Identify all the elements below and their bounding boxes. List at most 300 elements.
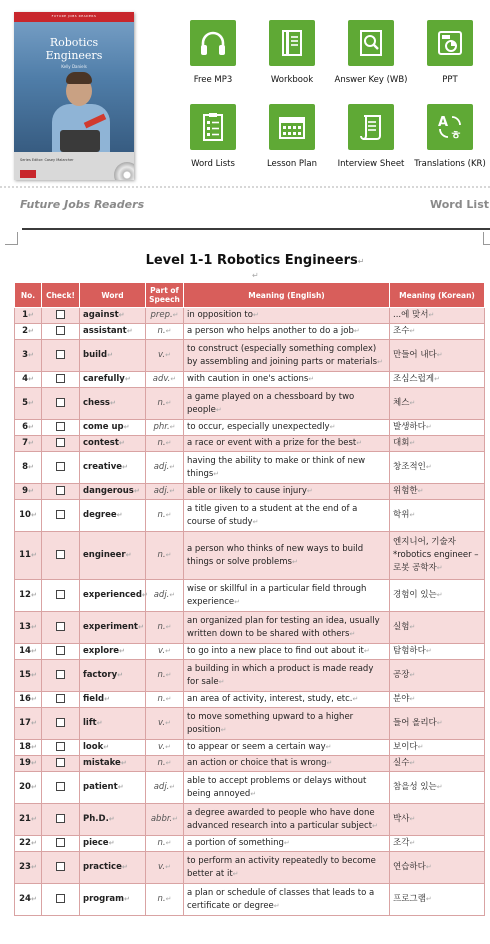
check-checkbox[interactable] [56, 462, 65, 471]
meaning-korean [390, 708, 485, 740]
word-term-text: practice [83, 862, 122, 872]
paragraph-mark: ↵ [172, 815, 179, 823]
paragraph-mark: ↵ [425, 895, 432, 903]
check-cell [42, 324, 80, 340]
word-number [15, 436, 42, 452]
part-of-speech [146, 532, 184, 580]
word-term-text: piece [83, 838, 109, 848]
svg-text:A: A [438, 115, 449, 130]
cover-series-label: FUTURE JOBS READERS [51, 14, 97, 18]
calendar-icon [269, 104, 315, 150]
column-header-no: No. [15, 283, 42, 308]
book-cover[interactable] [14, 12, 134, 180]
word-list-table [14, 282, 485, 916]
word-term-text: experiment [83, 622, 138, 632]
paragraph-mark: ↵ [30, 743, 37, 751]
table-row [15, 772, 485, 804]
table-header-row [15, 283, 485, 308]
paragraph-mark: ↵ [133, 487, 140, 495]
paragraph-mark: ↵ [417, 487, 424, 495]
word-term [80, 708, 146, 740]
scroll-icon [348, 104, 394, 150]
table-row [15, 708, 485, 740]
paragraph-mark: ↵ [118, 311, 125, 319]
part-of-speech [146, 756, 184, 772]
resource-label: Translations (KR) [414, 159, 486, 169]
check-checkbox[interactable] [56, 758, 65, 767]
paragraph-mark: ↵ [165, 623, 172, 631]
meaning-korean [390, 660, 485, 692]
checklist-icon [190, 104, 236, 150]
meaning-english-text: able to accept problems or delays without being annoyed [187, 775, 367, 799]
paragraph-mark: ↵ [250, 789, 257, 798]
paragraph-mark: ↵ [117, 783, 124, 791]
table-row [15, 388, 485, 420]
resource-lesson-plan[interactable] [247, 104, 337, 169]
part-of-speech-text: abbr. [150, 814, 173, 824]
check-cell [42, 692, 80, 708]
check-checkbox[interactable] [56, 646, 65, 655]
part-of-speech-text: n. [157, 758, 166, 768]
meaning-korean-text: ...에 맞서 [393, 310, 429, 320]
meaning-korean-text: 박사 [393, 814, 410, 824]
check-checkbox[interactable] [56, 374, 65, 383]
resource-translations[interactable] [405, 104, 490, 169]
table-row [15, 500, 485, 532]
paragraph-mark: ↵ [425, 463, 432, 471]
paragraph-mark: ↵ [220, 725, 227, 734]
word-number-text: 13 [19, 622, 31, 632]
paragraph-mark: ↵ [232, 869, 239, 878]
word-number-text: 6 [22, 422, 29, 432]
paragraph-mark: ↵ [436, 719, 443, 727]
word-term [80, 580, 146, 612]
resource-label: Workbook [270, 75, 314, 85]
check-checkbox[interactable] [56, 550, 65, 559]
paragraph-mark: ↵ [409, 511, 416, 519]
meaning-english-text: wise or skillful in a particular field through experience [187, 583, 367, 607]
check-cell [42, 420, 80, 436]
check-cell [42, 708, 80, 740]
word-number-text: 20 [19, 782, 31, 792]
table-row [15, 532, 485, 580]
column-header-meaning-en: Meaning (English) [184, 283, 390, 308]
part-of-speech [146, 484, 184, 500]
check-checkbox[interactable] [56, 782, 65, 791]
meaning-english-text: to go into a new place to find out about it [187, 646, 364, 656]
check-cell [42, 756, 80, 772]
word-number [15, 772, 42, 804]
word-number [15, 532, 42, 580]
meaning-korean [390, 420, 485, 436]
check-checkbox[interactable] [56, 694, 65, 703]
check-cell [42, 500, 80, 532]
part-of-speech-text: v. [158, 646, 166, 656]
meaning-korean [390, 308, 485, 324]
word-list-title-text: Level 1-1 Robotics Engineers [145, 253, 358, 268]
word-term-text: build [83, 350, 108, 360]
paragraph-mark: ↵ [325, 743, 332, 751]
word-number [15, 852, 42, 884]
part-of-speech [146, 308, 184, 324]
paragraph-mark: ↵ [417, 743, 424, 751]
table-row [15, 836, 485, 852]
paragraph-mark: ↵ [165, 351, 171, 359]
word-number [15, 692, 42, 708]
meaning-korean-text: 경험이 있는 [393, 590, 437, 600]
check-cell [42, 340, 80, 372]
paragraph-mark: ↵ [28, 423, 34, 431]
resource-label: Lesson Plan [266, 159, 318, 169]
paragraph-mark: ↵ [436, 783, 443, 791]
meaning-english-text: able or likely to cause injury [187, 486, 307, 496]
presentation-icon [427, 20, 473, 66]
word-term-text: mistake [83, 758, 121, 768]
part-of-speech-text: adj. [153, 590, 170, 600]
table-row [15, 484, 485, 500]
word-term-text: carefully [83, 374, 125, 384]
paragraph-mark: ↵ [30, 783, 37, 791]
word-term [80, 420, 146, 436]
table-row [15, 612, 485, 644]
meaning-english-text: a building in which a product is made ready for sale [187, 663, 374, 687]
meaning-korean-text: 조각 [393, 838, 410, 848]
meaning-korean [390, 852, 485, 884]
meaning-english-text: a race or event with a prize for the best [187, 438, 357, 448]
table-row [15, 340, 485, 372]
check-cell [42, 436, 80, 452]
part-of-speech-text: n. [157, 510, 166, 520]
paragraph-mark: ↵ [165, 743, 171, 751]
word-term [80, 772, 146, 804]
page-top-rule [22, 228, 490, 230]
meaning-english [184, 420, 390, 436]
svg-text:ㅎ: ㅎ [450, 128, 462, 142]
check-cell [42, 660, 80, 692]
paragraph-mark: ↵ [372, 821, 378, 830]
paragraph-mark: ↵ [165, 647, 171, 655]
resource-header [0, 0, 490, 186]
table-row [15, 436, 485, 452]
paragraph-mark: ↵ [428, 311, 435, 319]
paragraph-mark: ↵ [215, 405, 222, 414]
check-cell [42, 388, 80, 420]
paragraph-mark: ↵ [165, 439, 172, 447]
paragraph-mark: ↵ [126, 327, 133, 335]
meaning-korean [390, 756, 485, 772]
meaning-korean-text: 실험 [393, 622, 410, 632]
word-number-text: 12 [19, 590, 31, 600]
paragraph-mark: ↵ [30, 695, 37, 703]
paragraph-mark: ↵ [352, 695, 359, 703]
resource-interview-sheet[interactable] [326, 104, 416, 169]
check-checkbox[interactable] [56, 350, 65, 359]
paragraph-mark: ↵ [30, 671, 37, 679]
table-row [15, 452, 485, 484]
word-number-text: 16 [19, 694, 31, 704]
meaning-korean-text: 공장 [393, 670, 410, 680]
paragraph-mark: ↵ [169, 487, 176, 495]
meaning-english [184, 884, 390, 916]
meaning-korean [390, 500, 485, 532]
part-of-speech [146, 420, 184, 436]
meaning-english [184, 708, 390, 740]
meaning-english-text: having the ability to make or think of new things [187, 455, 366, 479]
table-row [15, 852, 485, 884]
paragraph-mark: ↵ [326, 759, 333, 767]
paragraph-mark: ↵ [434, 375, 440, 383]
paragraph-mark: ↵ [349, 629, 356, 638]
paragraph-mark: ↵ [30, 863, 37, 871]
paragraph-mark: ↵ [363, 647, 370, 655]
word-term [80, 804, 146, 836]
paragraph-mark: ↵ [165, 895, 172, 903]
part-of-speech [146, 500, 184, 532]
check-checkbox[interactable] [56, 670, 65, 679]
check-cell [42, 852, 80, 884]
part-of-speech-text: adj. [153, 462, 170, 472]
meaning-korean-text: 체스 [393, 398, 410, 408]
check-checkbox[interactable] [56, 838, 65, 847]
paragraph-mark: ↵ [165, 695, 172, 703]
word-term-text: creative [83, 462, 123, 472]
meaning-english [184, 612, 390, 644]
table-row [15, 884, 485, 916]
meaning-english [184, 388, 390, 420]
word-term [80, 340, 146, 372]
cover-title-line1: Robotics [49, 36, 99, 49]
check-checkbox[interactable] [56, 510, 65, 519]
check-checkbox[interactable] [56, 326, 65, 335]
meaning-korean [390, 692, 485, 708]
paragraph-mark: ↵ [356, 439, 363, 447]
word-term-text: program [83, 894, 124, 904]
word-number [15, 484, 42, 500]
check-checkbox[interactable] [56, 590, 65, 599]
paragraph-mark: ↵ [30, 895, 37, 903]
cover-title [14, 36, 134, 62]
part-of-speech-text: adj. [153, 486, 170, 496]
cover-illustration-robot [60, 130, 100, 152]
cover-illustration-hair [66, 72, 92, 84]
word-number-text: 23 [19, 862, 31, 872]
resource-answer-key[interactable] [326, 20, 416, 85]
check-cell [42, 484, 80, 500]
resource-workbook[interactable] [247, 20, 337, 85]
word-term [80, 388, 146, 420]
meaning-english [184, 340, 390, 372]
paragraph-mark: ↵ [169, 591, 176, 599]
meaning-english [184, 580, 390, 612]
part-of-speech [146, 452, 184, 484]
check-cell [42, 644, 80, 660]
word-number [15, 452, 42, 484]
meaning-korean [390, 804, 485, 836]
paragraph-mark: ↵ [165, 327, 172, 335]
word-number-text: 14 [19, 646, 31, 656]
paragraph-mark: ↵ [165, 839, 172, 847]
check-checkbox[interactable] [56, 310, 65, 319]
part-of-speech-text: phr. [153, 422, 170, 432]
paragraph-mark: ↵ [28, 311, 34, 319]
part-of-speech-text: n. [157, 622, 166, 632]
word-term [80, 692, 146, 708]
part-of-speech-text: n. [157, 326, 166, 336]
paragraph-mark: ↵ [436, 591, 443, 599]
word-term-text: explore [83, 646, 120, 656]
part-of-speech-text: n. [157, 438, 166, 448]
paragraph-mark: ↵ [283, 839, 290, 847]
paragraph-mark: ↵ [409, 839, 416, 847]
paragraph-mark: ↵ [436, 351, 443, 359]
publisher-logo [20, 170, 36, 178]
paragraph-mark: ↵ [252, 517, 259, 526]
paragraph-mark: ↵ [218, 677, 225, 686]
resource-free-mp3[interactable] [168, 20, 258, 85]
word-number-text: 2 [22, 326, 29, 336]
word-term [80, 308, 146, 324]
paragraph-mark: ↵ [108, 815, 115, 823]
paragraph-mark: ↵ [117, 671, 123, 679]
check-checkbox[interactable] [56, 718, 65, 727]
meaning-korean [390, 436, 485, 452]
cover-author: Kelly Daniels [61, 64, 87, 69]
word-term [80, 740, 146, 756]
meaning-english-text: a person who helps another to do a job [187, 326, 354, 336]
meaning-korean-text: 조수 [393, 326, 410, 336]
part-of-speech-text: n. [157, 694, 166, 704]
paragraph-mark: ↵ [172, 311, 179, 319]
paragraph-mark: ↵ [409, 327, 416, 335]
check-checkbox[interactable] [56, 486, 65, 495]
document-type-label: Word List [430, 198, 490, 211]
word-number [15, 836, 42, 852]
meaning-english [184, 484, 390, 500]
paragraph-mark: ↵ [165, 863, 171, 871]
word-number-text: 8 [22, 462, 29, 472]
paragraph-mark: ↵ [357, 257, 365, 266]
meaning-english [184, 500, 390, 532]
magnifier-book-icon [348, 20, 394, 66]
meaning-korean-text: 조심스럽게 [393, 374, 435, 384]
part-of-speech [146, 340, 184, 372]
paragraph-mark: ↵ [165, 399, 172, 407]
word-number-text: 17 [19, 718, 31, 728]
part-of-speech [146, 644, 184, 660]
meaning-english-text: a degree awarded to people who have done advanced research into a particular subject [187, 807, 375, 831]
page-corner-mark-left [5, 232, 18, 245]
word-number [15, 612, 42, 644]
part-of-speech-text: v. [158, 350, 166, 360]
word-term [80, 436, 146, 452]
meaning-english-text: to construct (especially something complex) by assembling and joining parts or materials [187, 343, 378, 367]
meaning-korean [390, 772, 485, 804]
paragraph-mark: ↵ [409, 695, 416, 703]
paragraph-mark: ↵ [122, 463, 128, 471]
word-number [15, 500, 42, 532]
paragraph-mark: ↵ [306, 487, 313, 495]
meaning-english [184, 324, 390, 340]
meaning-korean-text: 발생하다 [393, 422, 426, 432]
check-checkbox[interactable] [56, 398, 65, 407]
word-term [80, 532, 146, 580]
translate-icon [427, 104, 473, 150]
meaning-english-text: an area of activity, interest, study, etc. [187, 694, 353, 704]
word-number-text: 19 [19, 758, 31, 768]
meaning-english [184, 804, 390, 836]
check-cell [42, 452, 80, 484]
word-term [80, 836, 146, 852]
meaning-korean [390, 836, 485, 852]
paragraph-mark: ↵ [165, 671, 172, 679]
part-of-speech-text: v. [158, 862, 166, 872]
paragraph-mark: ↵ [124, 375, 131, 383]
check-checkbox[interactable] [56, 438, 65, 447]
meaning-korean-text: 실수 [393, 758, 410, 768]
part-of-speech [146, 804, 184, 836]
series-bar [0, 186, 490, 224]
meaning-korean-text: 창조적인 [393, 462, 426, 472]
check-checkbox[interactable] [56, 742, 65, 751]
check-checkbox[interactable] [56, 862, 65, 871]
paragraph-mark: ↵ [30, 759, 37, 767]
paragraph-mark: ↵ [30, 511, 37, 519]
column-header-meaning-ko: Meaning (Korean) [390, 283, 485, 308]
meaning-english-text: to occur, especially unexpectedly [187, 422, 330, 432]
paragraph-mark: ↵ [104, 695, 110, 703]
meaning-korean [390, 644, 485, 660]
word-number-text: 4 [22, 374, 29, 384]
check-checkbox[interactable] [56, 894, 65, 903]
check-checkbox[interactable] [56, 814, 65, 823]
word-number [15, 756, 42, 772]
paragraph-mark: ↵ [107, 351, 113, 359]
paragraph-mark: ↵ [425, 647, 432, 655]
check-checkbox[interactable] [56, 422, 65, 431]
meaning-korean-text: 참을성 있는 [393, 782, 437, 792]
word-number-text: 10 [19, 510, 31, 520]
paragraph-mark: ↵ [165, 759, 172, 767]
paragraph-mark: ↵ [96, 719, 103, 727]
meaning-english [184, 772, 390, 804]
series-name: Future Jobs Readers [20, 198, 145, 211]
word-term [80, 372, 146, 388]
paragraph-mark: ↵ [165, 551, 172, 559]
paragraph-mark: ↵ [273, 901, 280, 910]
meaning-korean-text: 연습하다 [393, 862, 426, 872]
check-cell [42, 532, 80, 580]
word-number-text: 3 [22, 350, 29, 360]
check-checkbox[interactable] [56, 622, 65, 631]
part-of-speech [146, 852, 184, 884]
paragraph-mark: ↵ [30, 647, 37, 655]
table-row [15, 756, 485, 772]
check-cell [42, 772, 80, 804]
word-number [15, 420, 42, 436]
paragraph-mark: ↵ [234, 597, 240, 606]
paragraph-mark: ↵ [409, 671, 416, 679]
word-number [15, 660, 42, 692]
meaning-korean-text: 보이다 [393, 742, 418, 752]
meaning-english [184, 308, 390, 324]
resource-ppt[interactable] [405, 20, 490, 85]
paragraph-mark: ↵ [108, 839, 115, 847]
word-number [15, 308, 42, 324]
meaning-english-text: a person who thinks of new ways to build things or solve problems [187, 543, 364, 567]
word-number [15, 884, 42, 916]
page-corner-mark-right [483, 232, 490, 245]
resource-word-lists[interactable] [168, 104, 258, 169]
